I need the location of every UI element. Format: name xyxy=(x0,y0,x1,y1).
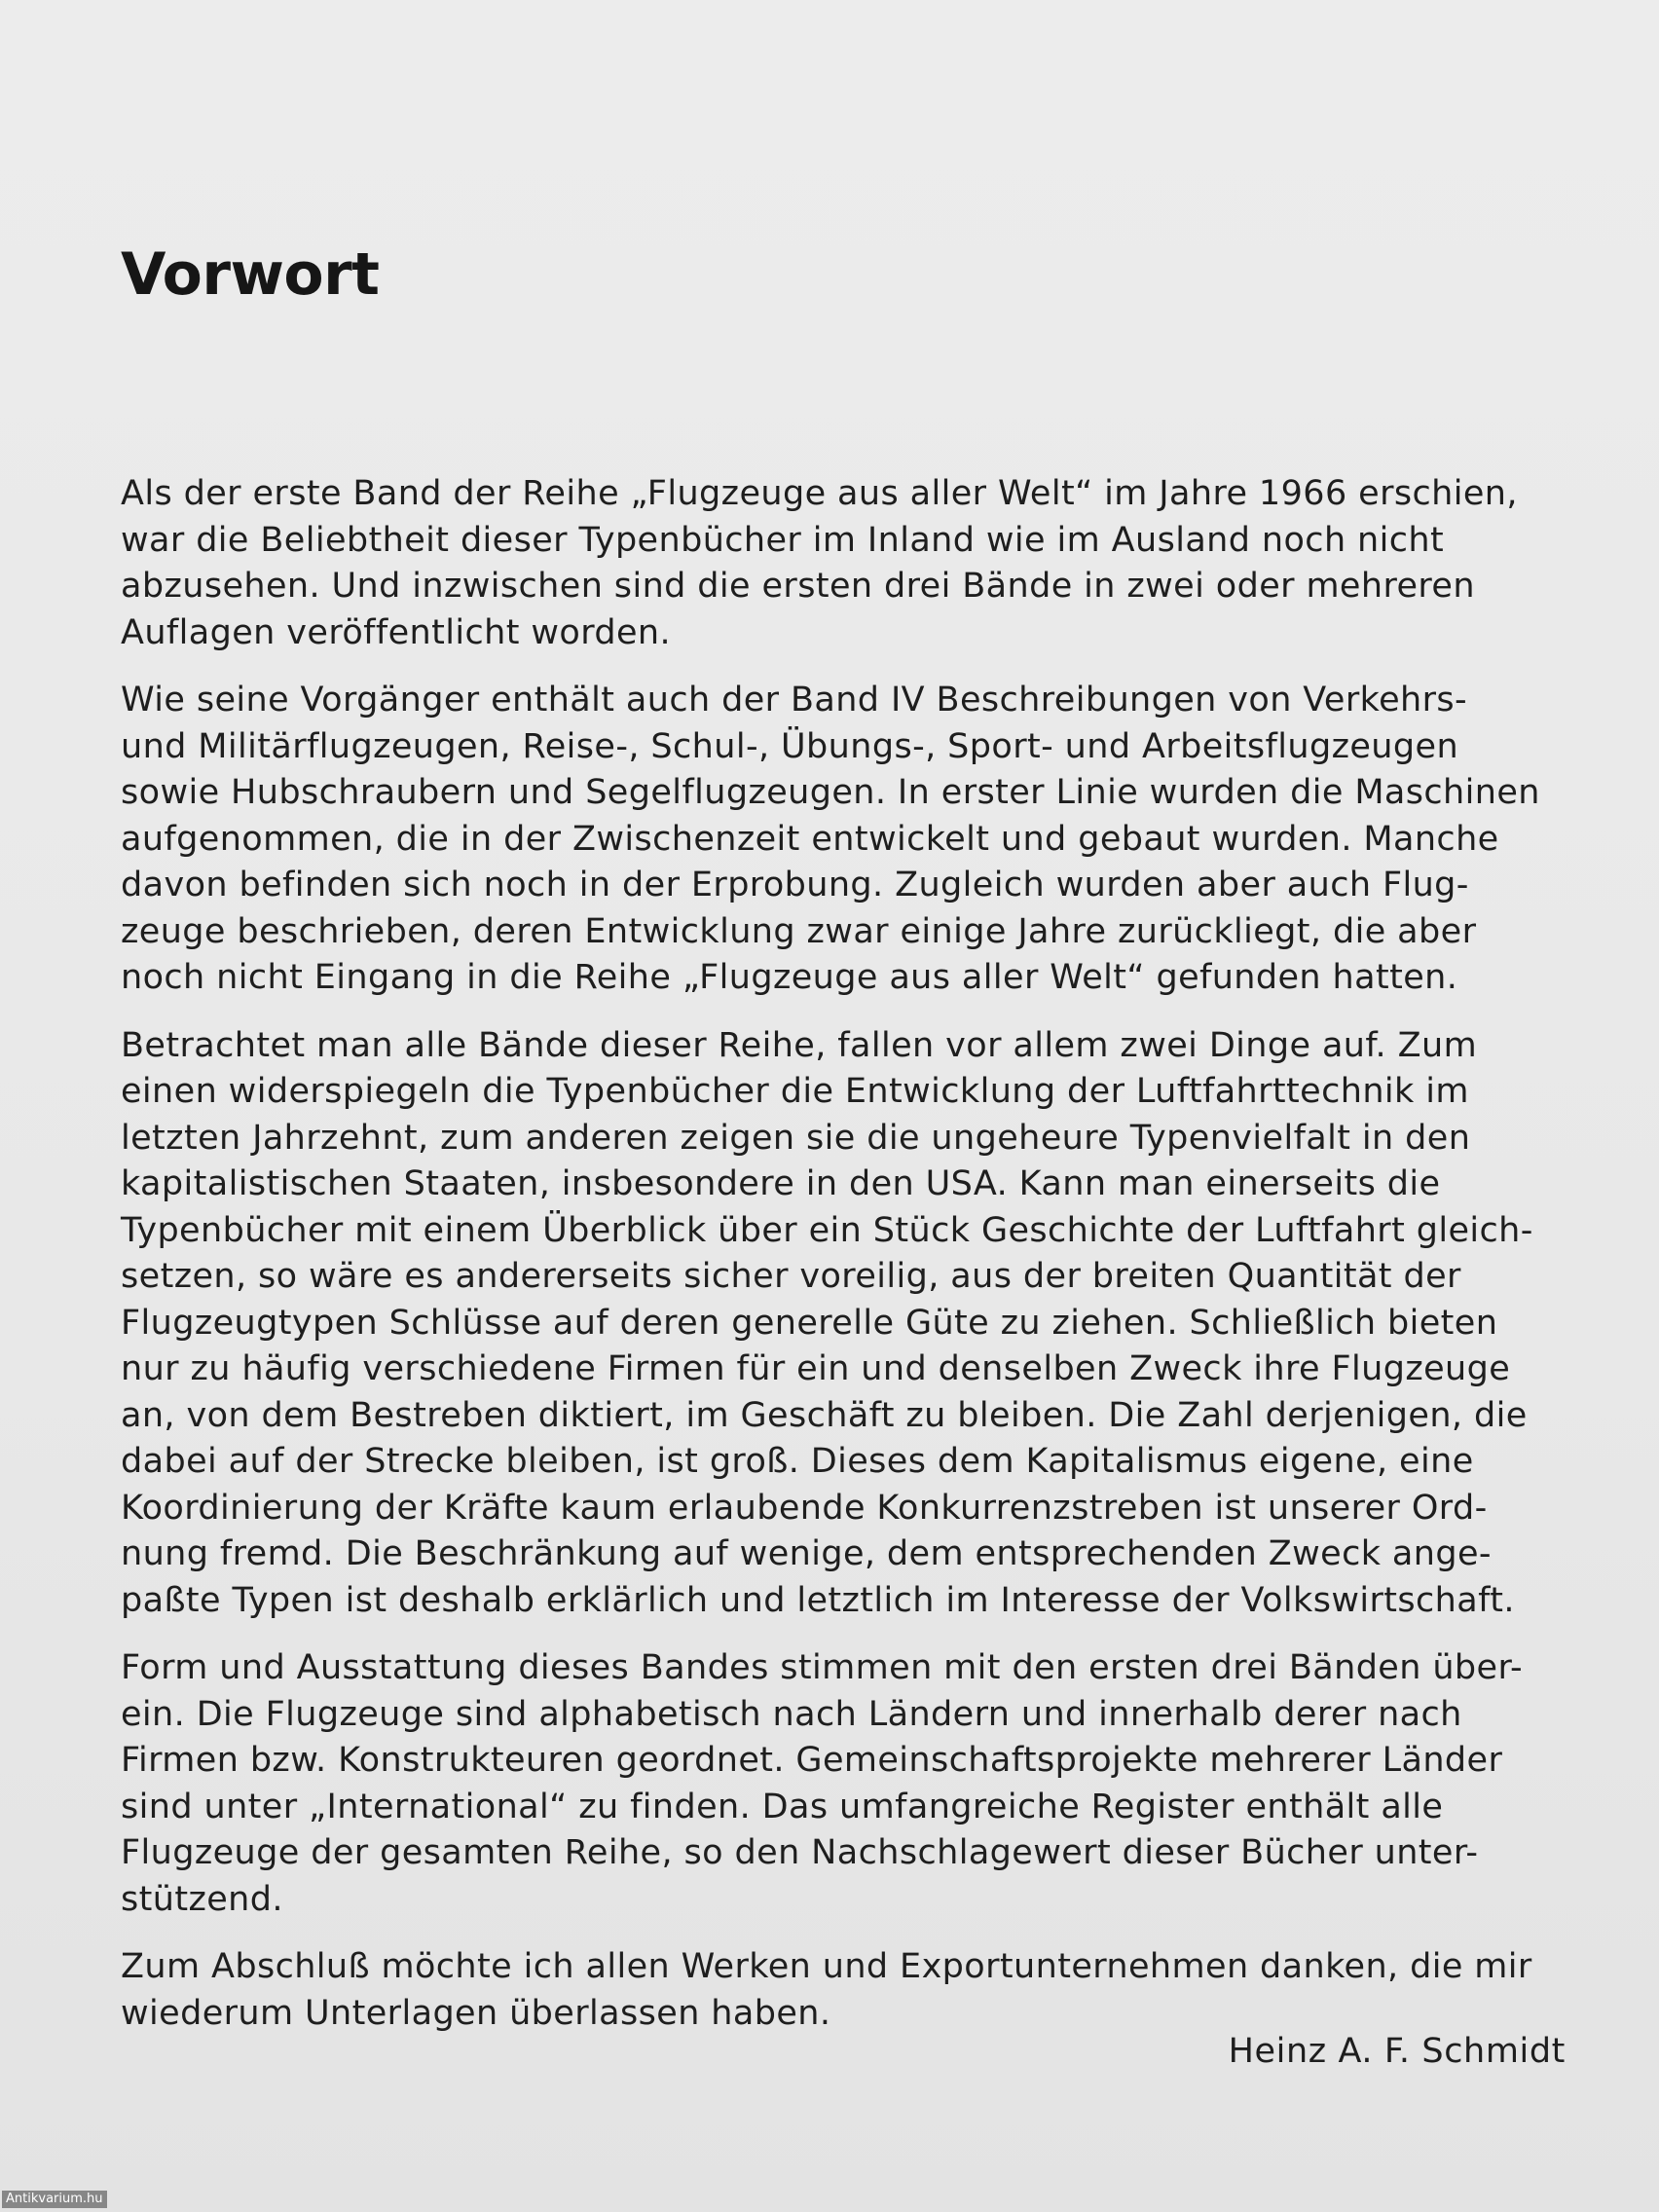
text-line: Koordinierung der Kräfte kaum erlaubende Konkurrenzstreben ist unserer Ord- xyxy=(121,1488,1488,1528)
text-line: sind unter „International“ zu finden. Das umfangreiche Register enthält alle xyxy=(121,1787,1444,1826)
paragraph-2 xyxy=(121,678,1571,1002)
text-line: und Militärflugzeugen, Reise-, Schul-, Übungs-, Sport- und Arbeitsflugzeugen xyxy=(121,726,1459,766)
text-line: nur zu häufig verschiedene Firmen für ein und denselben Zweck ihre Flugzeuge xyxy=(121,1349,1511,1388)
text-line: stützend. xyxy=(121,1879,283,1919)
text-line: abzusehen. Und inzwischen sind die ersten drei Bände in zwei oder mehreren xyxy=(121,567,1475,606)
text-line: Zum Abschluß möchte ich allen Werken und Exportunternehmen danken, die mir xyxy=(121,1947,1532,1986)
text-line: Flugzeuge der gesamten Reihe, so den Nachschlagewert dieser Bücher unter- xyxy=(121,1833,1479,1872)
text-line: wiederum Unterlagen überlassen haben. xyxy=(121,1993,831,2033)
page-title: Vorwort xyxy=(121,240,380,309)
author-signature: Heinz A. F. Schmidt xyxy=(1228,2032,1566,2071)
text-line: nung fremd. Die Beschränkung auf wenige, dem entsprechenden Zweck ange- xyxy=(121,1534,1492,1573)
text-line: setzen, so wäre es andererseits sicher voreilig, aus der breiten Quantität der xyxy=(121,1257,1461,1296)
text-line: dabei auf der Strecke bleiben, ist groß. Dieses dem Kapitalismus eigene, eine xyxy=(121,1442,1474,1481)
text-line: Form und Ausstattung dieses Bandes stimmen mit den ersten drei Bänden über- xyxy=(121,1648,1524,1687)
text-line: Wie seine Vorgänger enthält auch der Band IV Beschreibungen von Verkehrs- xyxy=(121,681,1468,719)
text-line: Als der erste Band der Reihe „Flugzeuge aus aller Welt“ im Jahre 1966 erschien, xyxy=(121,474,1518,513)
text-line: war die Beliebtheit dieser Typenbücher im Inland wie im Ausland noch nicht xyxy=(121,520,1445,560)
text-line: Auflagen veröffentlicht worden. xyxy=(121,612,672,652)
paragraph-1 xyxy=(121,471,1571,656)
paragraph-5 xyxy=(121,1944,1571,2037)
text-line: Typenbücher mit einem Überblick über ein Stück Geschichte der Luftfahrt gleich- xyxy=(121,1210,1533,1250)
paragraph-4 xyxy=(121,1645,1571,1923)
text-line: letzten Jahrzehnt, zum anderen zeigen sie die ungeheure Typenvielfalt in den xyxy=(121,1118,1471,1158)
text-line: Flugzeugtypen Schlüsse auf deren generelle Güte zu ziehen. Schließlich bieten xyxy=(121,1303,1498,1343)
text-line: zeuge beschrieben, deren Entwicklung zwar einige Jahre zurückliegt, die aber xyxy=(121,911,1477,951)
paragraph-3 xyxy=(121,1023,1571,1625)
text-line: einen widerspiegeln die Typenbücher die Entwicklung der Luftfahrttechnik im xyxy=(121,1072,1469,1111)
text-line: noch nicht Eingang in die Reihe „Flugzeuge aus aller Welt“ gefunden hatten. xyxy=(121,958,1458,997)
body-text xyxy=(121,471,1571,2058)
text-line: an, von dem Bestreben diktiert, im Geschäft zu bleiben. Die Zahl derjenigen, die xyxy=(121,1395,1528,1435)
text-line: kapitalistischen Staaten, insbesondere in den USA. Kann man einerseits die xyxy=(121,1164,1441,1203)
text-line: paßte Typen ist deshalb erklärlich und letztlich im Interesse der Volkswirtschaft. xyxy=(121,1580,1515,1620)
text-line: Betrachtet man alle Bände dieser Reihe, fallen vor allem zwei Dinge auf. Zum xyxy=(121,1025,1478,1065)
text-line: Firmen bzw. Konstrukteuren geordnet. Gemeinschaftsprojekte mehrerer Länder xyxy=(121,1741,1503,1780)
text-line: ein. Die Flugzeuge sind alphabetisch nach Ländern und innerhalb derer nach xyxy=(121,1694,1462,1734)
text-line: aufgenommen, die in der Zwischenzeit entwickelt und gebaut wurden. Manche xyxy=(121,819,1499,859)
text-line: davon befinden sich noch in der Erprobung. Zugleich wurden aber auch Flug- xyxy=(121,866,1469,904)
text-line: sowie Hubschraubern und Segelflugzeugen. In erster Linie wurden die Maschinen xyxy=(121,773,1540,812)
watermark: Antikvarium.hu xyxy=(2,2191,107,2208)
